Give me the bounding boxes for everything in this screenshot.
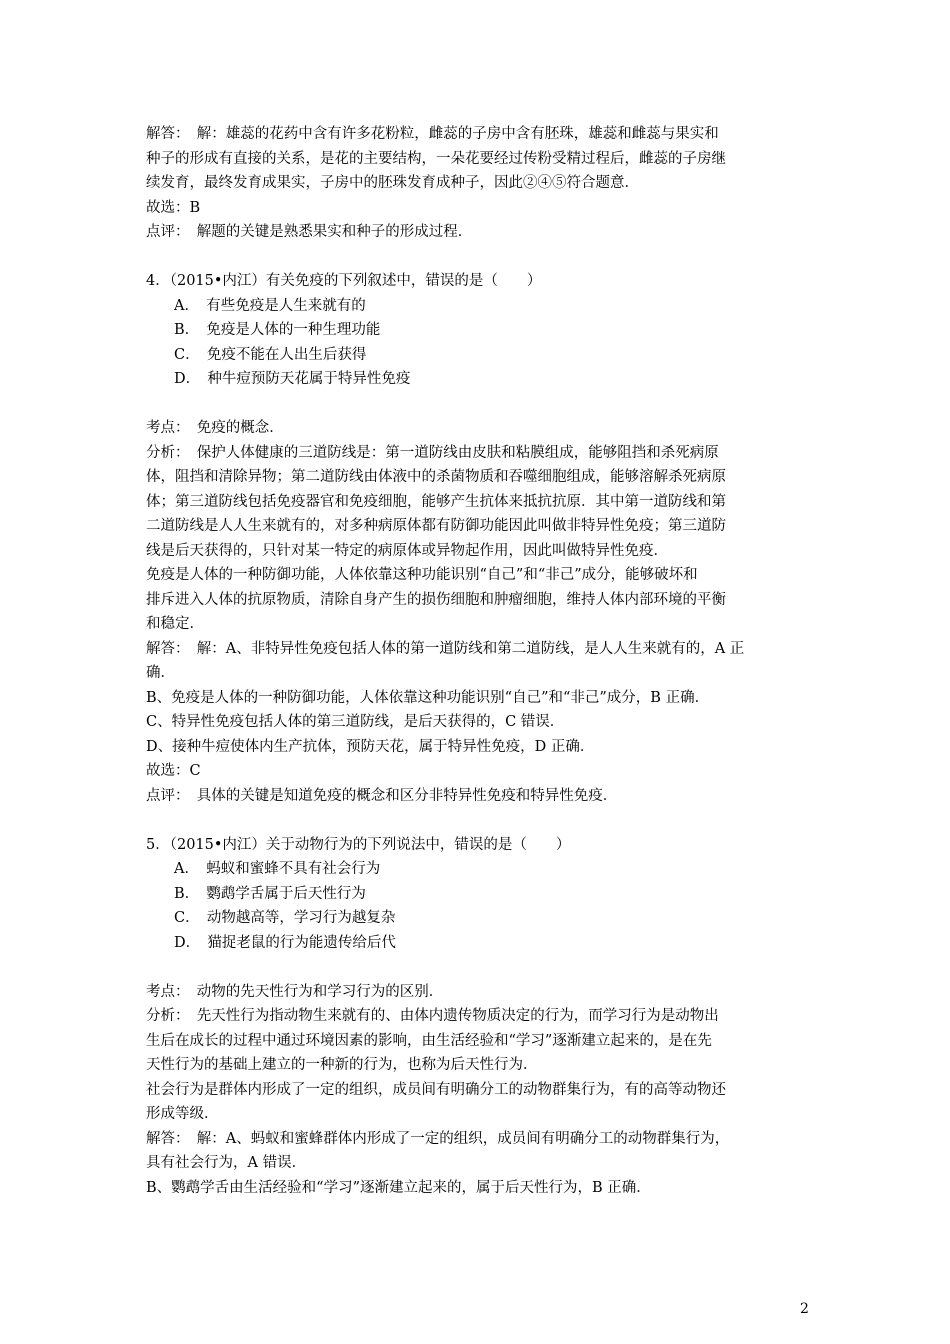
q3-comment: 点评： 解题的关键是熟悉果实和种子的形成过程． [146,224,473,240]
text-line: 二道防线是人人生来就有的，对多种病原体都有防御功能因此叫做非特异性免疫；第三道防 [146,518,726,534]
q4-analysis [146,441,816,637]
q5-option-d: D． 猫捉老鼠的行为能遗传给后代 [174,934,396,951]
q5-analysis [146,1004,816,1127]
q5-answer [146,1127,816,1201]
text-line: 形成等级． [146,1106,219,1122]
text-line: 分析： 先天性行为指动物生来就有的、由体内遗传物质决定的行为，而学习行为是动物出 [146,1008,719,1024]
q3-answer [146,122,816,196]
text-line: 生后在成长的过程中通过环境因素的影响，由生活经验和“学习”逐渐建立起来的，是在先 [146,1032,712,1049]
q4-option-b: B． 免疫是人体的一种生理功能 [174,322,381,338]
q4-point: 考点： 免疫的概念． [146,420,284,436]
text-line: B、免疫是人体的一种防御功能，人体依靠这种功能识别“自己”和“非己”成分，B 正确． [146,689,710,706]
text-line: B、鹦鹉学舌由生活经验和“学习”逐渐建立起来的，属于后天性行为，B 正确． [146,1179,651,1196]
q4-option-a: A． 有些免疫是人生来就有的 [174,297,366,314]
q5-option-b: B． 鹦鹉学舌属于后天性行为 [174,885,366,902]
page-number: 2 [800,1301,809,1317]
text-line: 线是后天获得的，只针对某一特定的病原体或异物起作用，因此叫做特异性免疫． [146,542,668,559]
text-line: 体；第三道防线包括免疫器官和免疫细胞，能够产生抗体来抵抗抗原．其中第一道防线和第 [146,493,726,510]
text-line: 解答： 解：A、蚂蚁和蜜蜂群体内形成了一定的组织，成员间有明确分工的动物群集行为， [146,1130,730,1147]
q4-answer [146,637,816,760]
text-line: 排斥进入人体的抗原物质，清除自身产生的损伤细胞和肿瘤细胞，维持人体内部环境的平衡 [146,591,726,608]
q3-choice: 故选：B [146,199,201,216]
text-line: 分析： 保护人体健康的三道防线是：第一道防线由皮肤和粘膜组成，能够阻挡和杀死病原 [146,444,719,461]
text-line: 天性行为的基础上建立的一种新的行为，也称为后天性行为． [146,1057,538,1073]
text-line: 和稳定． [146,616,204,632]
text-line: 体，阻挡和清除异物；第二道防线由体液中的杀菌物质和吞噬细胞组成，能够溶解杀死病原 [146,469,726,485]
text-line: 解答： 解：雄蕊的花药中含有许多花粉粒，雌蕊的子房中含有胚珠，雄蕊和雌蕊与果实和 [146,126,719,142]
document-body [146,122,816,1200]
q4-comment: 点评： 具体的关键是知道免疫的概念和区分非特异性免疫和特异性免疫． [146,787,618,804]
text-line: 具有社会行为，A 错误． [146,1155,307,1171]
q5-stem: 5．（2015•内江）关于动物行为的下列说法中，错误的是（ ） [146,836,571,853]
q5-option-a: A． 蚂蚁和蜜蜂不具有社会行为 [174,861,381,877]
q5-option-c: C． 动物越高等，学习行为越复杂 [174,910,396,926]
q5-point: 考点： 动物的先天性行为和学习行为的区别． [146,983,444,1000]
q4-option-d: D． 种牛痘预防天花属于特异性免疫 [174,371,411,387]
text-line: 社会行为是群体内形成了一定的组织，成员间有明确分工的动物群集行为，有的高等动物还 [146,1081,726,1098]
q4-option-c: C． 免疫不能在人出生后获得 [174,346,367,363]
q4-stem: 4．（2015•内江）有关免疫的下列叙述中，错误的是（ ） [146,273,542,289]
text-line: C、特异性免疫包括人体的第三道防线，是后天获得的，C 错误． [146,714,565,730]
text-line: 确． [146,665,175,681]
text-line: 种子的形成有直接的关系，是花的主要结构，一朵花要经过传粉受精过程后，雌蕊的子房继 [146,150,726,167]
text-line: D、接种牛痘使体内生产抗体，预防天花，属于特异性免疫，D 正确． [146,738,595,755]
text-line: 续发育，最终发育成果实，子房中的胚珠发育成种子，因此②④⑤符合题意． [146,175,639,191]
q4-choice: 故选：C [146,763,201,779]
text-line: 解答： 解：A、非特异性免疫包括人体的第一道防线和第二道防线，是人人生来就有的，A 正 [146,640,745,657]
text-line: 免疫是人体的一种防御功能，人体依靠这种功能识别“自己”和“非己”成分，能够破坏和 [146,567,698,583]
